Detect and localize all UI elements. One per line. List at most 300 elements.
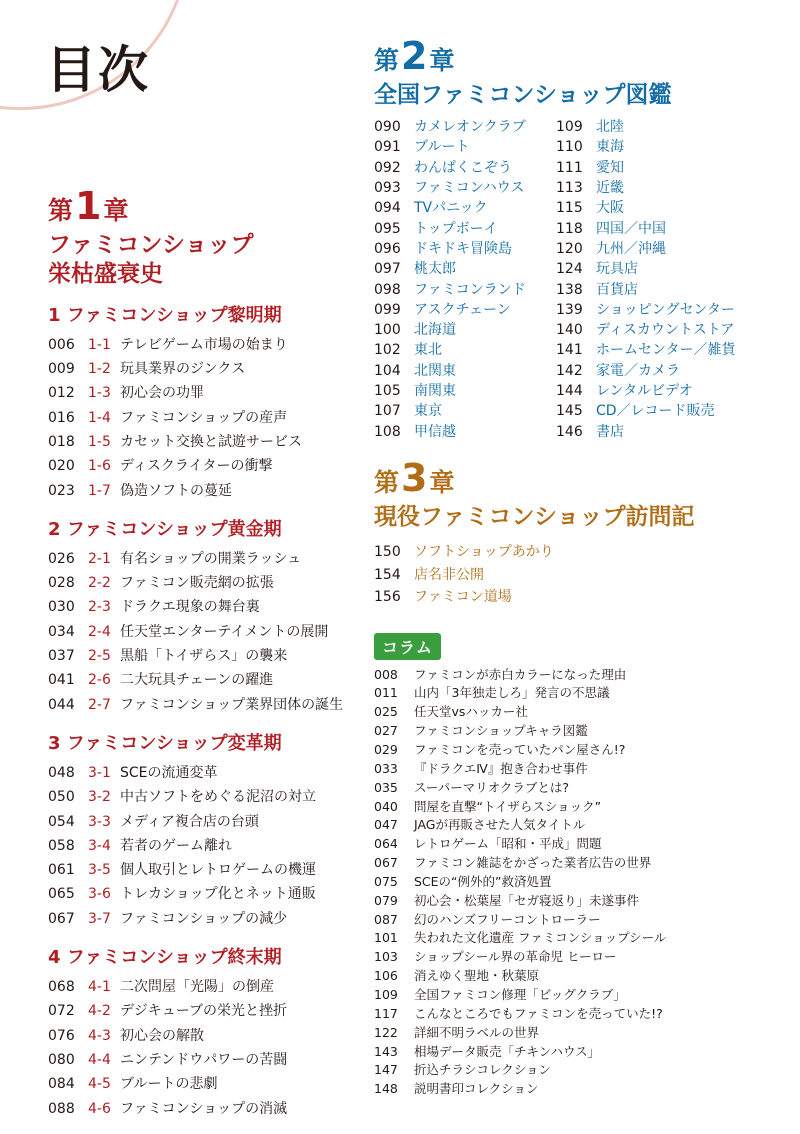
subsection-number: 3-4 [88, 837, 111, 854]
page-number: 064 [374, 836, 398, 852]
toc-entry[interactable] [48, 547, 368, 571]
column-title: 説明書印コレクション [414, 1081, 539, 1097]
toc-entry[interactable] [48, 1097, 368, 1121]
shop-entry[interactable] [374, 300, 556, 320]
shop-name: 北陸 [596, 119, 624, 136]
shop-entry[interactable] [556, 340, 756, 360]
toc-entry[interactable] [48, 810, 368, 834]
column-title: 問屋を直撃“トイザらスショック” [414, 798, 602, 814]
column-entry[interactable] [374, 967, 774, 986]
page-number: 067 [374, 855, 398, 871]
shop-name: 北関東 [414, 362, 456, 379]
subsection-number: 4-3 [88, 1027, 111, 1044]
column-entry[interactable] [374, 1080, 774, 1099]
shop-name: ファミコンハウス [414, 180, 525, 197]
page-number: 047 [374, 817, 398, 833]
page-number: 075 [374, 873, 398, 889]
subsection-number: 2-3 [88, 599, 111, 616]
page-number: 141 [556, 342, 583, 359]
page-number: 124 [556, 261, 583, 278]
chapter-2-label [374, 34, 774, 80]
column-title: ファミコンが赤白カラーになった理由 [414, 666, 627, 682]
toc-entry[interactable] [48, 858, 368, 882]
column-title: 詳細不明ラベルの世界 [414, 1024, 540, 1040]
shop-entry[interactable] [374, 422, 556, 442]
shop-entry[interactable] [374, 137, 556, 157]
column-entry[interactable] [374, 1061, 774, 1080]
shop-entry[interactable] [556, 422, 756, 442]
subsection-number: 3-2 [88, 789, 111, 806]
page-number: 011 [374, 685, 398, 701]
entry-title: ファミコンショップの減少 [120, 910, 288, 927]
column-title: レトロゲーム「昭和・平成」問題 [414, 836, 602, 852]
chapter-label-pre: 第 [374, 46, 400, 75]
column-section [374, 633, 774, 1099]
chapter-label-post: 章 [429, 46, 455, 75]
page-number: 093 [374, 180, 401, 197]
page-number: 067 [48, 910, 75, 927]
shop-name: 東北 [414, 342, 442, 359]
page-number: 025 [374, 704, 398, 720]
column-entry[interactable] [374, 835, 774, 854]
shop-entry[interactable] [556, 280, 756, 300]
shop-name: 桃太郎 [414, 261, 456, 278]
shop-name: ショッピングセンター [596, 301, 735, 318]
subsection-number: 4-5 [88, 1076, 111, 1093]
shop-entry[interactable] [374, 219, 556, 239]
shop-entry[interactable] [556, 117, 756, 137]
page-number: 008 [374, 666, 398, 682]
entry-title: ブルートの悲劇 [120, 1076, 218, 1093]
toc-entry[interactable] [48, 571, 368, 595]
subsection-number: 3-5 [88, 862, 111, 879]
shop-list-right [556, 117, 756, 442]
shop-entry[interactable] [556, 361, 756, 381]
visit-name: ファミコン道場 [414, 589, 512, 606]
subsection-number: 3-6 [88, 886, 111, 903]
page-number: 018 [48, 433, 75, 450]
column-entry[interactable] [374, 722, 774, 741]
column-entry[interactable] [374, 1005, 774, 1024]
shop-name: 東京 [414, 403, 442, 420]
page-number: 154 [374, 566, 401, 583]
page-number: 080 [48, 1051, 75, 1068]
page-number: 095 [374, 220, 401, 237]
entry-title: ファミコンショップの産声 [120, 409, 288, 426]
page-number: 084 [48, 1076, 75, 1093]
shop-entry[interactable] [374, 280, 556, 300]
toc-entry[interactable] [48, 668, 368, 692]
page-number: 143 [374, 1043, 398, 1059]
shop-name: TVパニック [414, 200, 488, 217]
page-number: 099 [374, 301, 401, 318]
column-entry[interactable] [374, 816, 774, 835]
column-title: 『ドラクエⅣ』抱き合わせ事件 [414, 760, 588, 776]
page-number: 098 [374, 281, 401, 298]
page-number: 072 [48, 1003, 75, 1020]
entry-title: カセット交換と試遊サービス [120, 433, 302, 450]
page-number: 113 [556, 180, 583, 197]
shop-name: トップボーイ [414, 220, 498, 237]
shop-name: 四国／中国 [596, 220, 666, 237]
page-number: 109 [374, 986, 398, 1002]
page-number: 142 [556, 362, 583, 379]
column-title: ファミコンを売っていたパン屋さん!? [414, 742, 626, 757]
column-entry[interactable] [374, 684, 774, 703]
shop-name: ホームセンター／雑貨 [596, 342, 736, 359]
visit-entry[interactable] [374, 541, 774, 564]
chapter-1-title-line2: 栄枯盛衰史 [48, 261, 163, 288]
column-title: ファミコンショップキャラ図鑑 [414, 723, 588, 739]
column-title: 消えゆく聖地・秋葉原 [414, 968, 540, 984]
shop-entry[interactable] [374, 158, 556, 178]
column-title: 初心会・松葉屋「セガ寝返り」未遂事件 [414, 892, 640, 908]
column-title: 任天堂vsハッカー社 [414, 704, 528, 720]
toc-entry[interactable] [48, 644, 368, 668]
page-number: 103 [374, 949, 398, 965]
column-title: 折込チラシコレクション [414, 1062, 552, 1078]
subsection-number: 2-2 [88, 575, 111, 592]
entry-title: ドラクエ現象の舞台裏 [120, 599, 260, 616]
entry-title: 個人取引とレトロゲームの機運 [120, 862, 316, 879]
toc-entry[interactable] [48, 761, 368, 785]
column-title: こんなところでもファミコンを売っていた!? [414, 1005, 663, 1021]
shop-name: ブルート [414, 139, 470, 156]
column-title: ファミコン雑誌をかざった業者広告の世界 [414, 855, 652, 871]
page-number: 118 [556, 220, 583, 237]
entry-title: トレカショップ化とネット通販 [120, 886, 316, 903]
page-number: 147 [374, 1062, 398, 1078]
column-entry[interactable] [374, 760, 774, 779]
shop-name: CD／レコード販売 [596, 403, 715, 420]
shop-directory [374, 117, 774, 442]
toc-entry[interactable] [48, 430, 368, 454]
section-heading: 1 ファミコンショップ黎明期 [48, 304, 282, 326]
chapter-1-label [48, 184, 368, 230]
page-number: 108 [374, 423, 401, 440]
page-number: 122 [374, 1024, 398, 1040]
page-number: 020 [48, 458, 75, 475]
shop-name: 北海道 [414, 322, 456, 339]
subsection-number: 1-1 [88, 336, 111, 353]
entry-title: SCEの流通変革 [120, 764, 218, 781]
column-entry[interactable] [374, 892, 774, 911]
subsection-number: 1-7 [88, 482, 111, 499]
subsection-number: 2-4 [88, 623, 111, 640]
page-number: 026 [48, 550, 75, 567]
shop-name: 書店 [596, 423, 624, 440]
toc-entry[interactable] [48, 834, 368, 858]
toc-entry[interactable] [48, 381, 368, 405]
subsection-number: 1-2 [88, 361, 111, 378]
shop-name: 愛知 [596, 159, 624, 176]
page-number: 091 [374, 139, 401, 156]
chapter-label-num: 2 [401, 34, 428, 78]
column-entry[interactable] [374, 873, 774, 892]
page-number: 065 [48, 886, 75, 903]
chapter-label-num: 1 [75, 184, 102, 228]
entry-title: 二大玩具チェーンの躍進 [120, 672, 274, 689]
shop-name: 九州／沖縄 [596, 240, 666, 257]
entry-title: 任天堂エンターテイメントの展開 [120, 623, 329, 640]
toc-entry[interactable] [48, 693, 368, 717]
entry-title: 二次問屋「光陽」の倒産 [120, 979, 274, 996]
column-entry[interactable] [374, 911, 774, 930]
column-title: 幻のハンズフリーコントローラー [414, 911, 601, 927]
shop-entry[interactable] [556, 259, 756, 279]
shop-name: 南関東 [414, 383, 456, 400]
entry-title: ニンテンドウパワーの苦闘 [120, 1051, 288, 1068]
toc-entry[interactable] [48, 999, 368, 1023]
visit-entry[interactable] [374, 564, 774, 587]
entry-title: ファミコンショップ業界団体の誕生 [120, 696, 344, 713]
page-number: 096 [374, 240, 401, 257]
chapter-1 [48, 184, 368, 1121]
shop-entry[interactable] [556, 300, 756, 320]
page-number: 030 [48, 599, 75, 616]
chapter-1-heading [48, 184, 368, 289]
shop-entry[interactable] [374, 361, 556, 381]
page-title: 目次 [46, 41, 150, 99]
entry-title: デジキューブの栄光と挫折 [120, 1003, 288, 1020]
chapter-label-pre: 第 [374, 467, 400, 497]
section-heading: 4 ファミコンショップ終末期 [48, 947, 282, 969]
page-number: 156 [374, 589, 401, 606]
page-number: 079 [374, 892, 398, 908]
subsection-number: 4-6 [88, 1100, 111, 1117]
page-number: 061 [48, 862, 75, 879]
shop-name: 近畿 [596, 180, 624, 197]
toc-entry[interactable] [48, 620, 368, 644]
column-entry[interactable] [374, 666, 774, 685]
entry-title: 玩具業界のジンクス [120, 361, 246, 378]
shop-entry[interactable] [556, 198, 756, 218]
shop-entry[interactable] [556, 137, 756, 157]
entry-title: ファミコンショップの消滅 [120, 1100, 288, 1117]
column-entry[interactable] [374, 929, 774, 948]
chapter-label-pre: 第 [48, 196, 74, 225]
toc-entry[interactable] [48, 785, 368, 809]
subsection-number: 2-7 [88, 696, 111, 713]
shop-entry[interactable] [374, 178, 556, 198]
shop-entry[interactable] [374, 320, 556, 340]
page-number: 140 [556, 322, 583, 339]
page-number: 144 [556, 383, 583, 400]
page-number: 102 [374, 342, 401, 359]
entry-title: 偽造ソフトの蔓延 [120, 482, 232, 499]
page-number: 034 [48, 623, 75, 640]
column-entry[interactable] [374, 779, 774, 798]
entry-title: 中古ソフトをめぐる泥沼の対立 [120, 789, 316, 806]
chapter-2-heading [374, 34, 774, 109]
page-number: 090 [374, 119, 401, 136]
shop-name: レンタルビデオ [596, 383, 693, 400]
shop-entry[interactable] [556, 401, 756, 421]
shop-entry[interactable] [374, 259, 556, 279]
entry-title: 有名ショップの開業ラッシュ [120, 550, 302, 567]
column-entry[interactable] [374, 798, 774, 817]
column-title: 失われた文化遺産 ファミコンショップシール [414, 930, 667, 946]
page-number: 088 [48, 1100, 75, 1117]
toc-entry[interactable] [48, 357, 368, 381]
column-title: スーパーマリオクラブとは? [414, 779, 570, 795]
subsection-number: 4-4 [88, 1051, 111, 1068]
page-number: 092 [374, 159, 401, 176]
subsection-number: 1-6 [88, 458, 111, 475]
toc-entry[interactable] [48, 882, 368, 906]
shop-entry[interactable] [374, 381, 556, 401]
toc-entry[interactable] [48, 1072, 368, 1096]
page-number: 111 [556, 159, 583, 176]
shop-name: わんぱくこぞう [414, 159, 512, 176]
page-number: 044 [48, 696, 75, 713]
subsection-number: 1-4 [88, 409, 111, 426]
page-number: 006 [48, 336, 75, 353]
page-number: 120 [556, 240, 583, 257]
subsection-number: 4-1 [88, 979, 111, 996]
shop-name: ファミコンランド [414, 281, 526, 298]
page-number: 139 [556, 301, 583, 318]
page-number: 033 [374, 760, 398, 776]
page-number: 107 [374, 403, 401, 420]
page-number: 145 [556, 403, 583, 420]
page-number: 094 [374, 200, 401, 217]
shop-entry[interactable] [556, 320, 756, 340]
toc-entry[interactable] [48, 595, 368, 619]
shop-entry[interactable] [556, 158, 756, 178]
shop-name: カメレオンクラブ [414, 119, 526, 136]
subsection-number: 1-5 [88, 433, 111, 450]
subsection-number: 3-3 [88, 813, 111, 830]
visit-entry[interactable] [374, 586, 774, 609]
chapter-label-post: 章 [429, 467, 455, 497]
shop-name: 大阪 [596, 200, 624, 217]
toc-entry[interactable] [48, 1024, 368, 1048]
chapter-3-title: 現役ファミコンショップ訪問記 [374, 503, 695, 530]
page-number: 109 [556, 119, 583, 136]
subsection-number: 4-2 [88, 1003, 111, 1020]
shop-name: ドキドキ冒険島 [414, 240, 512, 257]
visit-list [374, 541, 774, 609]
shop-entry[interactable] [374, 401, 556, 421]
page-number: 138 [556, 281, 583, 298]
shop-entry[interactable] [556, 381, 756, 401]
page-number: 100 [374, 322, 401, 339]
shop-entry[interactable] [374, 198, 556, 218]
page-number: 012 [48, 385, 75, 402]
shop-entry[interactable] [374, 340, 556, 360]
page-number: 105 [374, 383, 401, 400]
column-entry[interactable] [374, 1024, 774, 1043]
shop-name: 甲信越 [414, 423, 456, 440]
column-entry[interactable] [374, 854, 774, 873]
shop-name: 玩具店 [596, 261, 638, 278]
page-number: 097 [374, 261, 401, 278]
column-entry[interactable] [374, 986, 774, 1005]
page-number: 068 [48, 979, 75, 996]
visit-name: 店名非公開 [414, 566, 484, 583]
shop-entry[interactable] [374, 239, 556, 259]
column-entry[interactable] [374, 703, 774, 722]
page-number: 054 [48, 813, 75, 830]
column-title: 相場データ販売「チキンハウス」 [414, 1043, 601, 1059]
shop-name: ディスカウントストア [596, 322, 735, 339]
shop-entry[interactable] [556, 178, 756, 198]
column-entry[interactable] [374, 741, 774, 760]
entry-title: ディスクライターの衝撃 [120, 458, 273, 475]
shop-entry[interactable] [556, 239, 756, 259]
column-entry[interactable] [374, 948, 774, 967]
column-title: ショップシール界の革命児 ヒーロー [414, 949, 617, 965]
entry-title: 黒船「トイザらス」の襲来 [120, 648, 288, 665]
column-title: 山内「3年独走しろ」発言の不思議 [414, 685, 610, 701]
chapter-1-title-line1: ファミコンショップ [48, 231, 254, 258]
page-number: 040 [374, 798, 398, 814]
chapter-3-label [374, 456, 774, 502]
page-number: 106 [374, 968, 398, 984]
toc-entry[interactable] [48, 454, 368, 478]
entry-title: 初心会の解散 [120, 1027, 204, 1044]
toc-entry[interactable] [48, 907, 368, 931]
chapter-label-post: 章 [103, 196, 129, 225]
page-number: 037 [48, 648, 75, 665]
entry-title: メディア複合店の台頭 [120, 813, 259, 830]
subsection-number: 1-3 [88, 385, 111, 402]
page-number: 076 [48, 1027, 75, 1044]
page-number: 110 [556, 139, 583, 156]
shop-entry[interactable] [374, 117, 556, 137]
chapter-3-heading [374, 456, 774, 531]
chapter-label-num: 3 [401, 455, 428, 500]
toc-entry[interactable] [48, 333, 368, 357]
entry-title: 若者のゲーム離れ [120, 837, 232, 854]
page-number: 029 [374, 742, 398, 757]
shop-name: 家電／カメラ [596, 362, 680, 379]
subsection-number: 3-7 [88, 910, 111, 927]
subsection-number: 2-6 [88, 672, 111, 689]
page-number: 115 [556, 200, 583, 217]
subsection-number: 3-1 [88, 764, 111, 781]
right-column [374, 34, 774, 1099]
shop-entry[interactable] [556, 219, 756, 239]
section-heading: 2 ファミコンショップ黄金期 [48, 518, 282, 540]
page-number: 104 [374, 362, 401, 379]
entry-title: ファミコン販売網の拡張 [120, 575, 274, 592]
page-number: 150 [374, 544, 401, 561]
page-number: 148 [374, 1081, 398, 1097]
column-title: 全国ファミコン修理「ビッグクラブ」 [414, 986, 626, 1002]
column-badge: コラム [374, 633, 441, 660]
page-number: 027 [374, 723, 398, 739]
shop-name: アスクチェーン [414, 301, 511, 318]
shop-list-left [374, 117, 556, 442]
subsection-number: 2-1 [88, 550, 111, 567]
section-heading: 3 ファミコンショップ変革期 [48, 732, 282, 754]
toc-entry[interactable] [48, 406, 368, 430]
page-number: 058 [48, 837, 75, 854]
page-number: 050 [48, 789, 75, 806]
page-number: 146 [556, 423, 583, 440]
entry-title: テレビゲーム市場の始まり [120, 336, 288, 353]
toc-entry[interactable] [48, 1048, 368, 1072]
toc-entry[interactable] [48, 975, 368, 999]
page-number: 028 [48, 575, 75, 592]
column-entry[interactable] [374, 1043, 774, 1062]
page-number: 087 [374, 911, 398, 927]
page-number: 016 [48, 409, 75, 426]
toc-entry[interactable] [48, 479, 368, 503]
column-list [374, 666, 774, 1099]
